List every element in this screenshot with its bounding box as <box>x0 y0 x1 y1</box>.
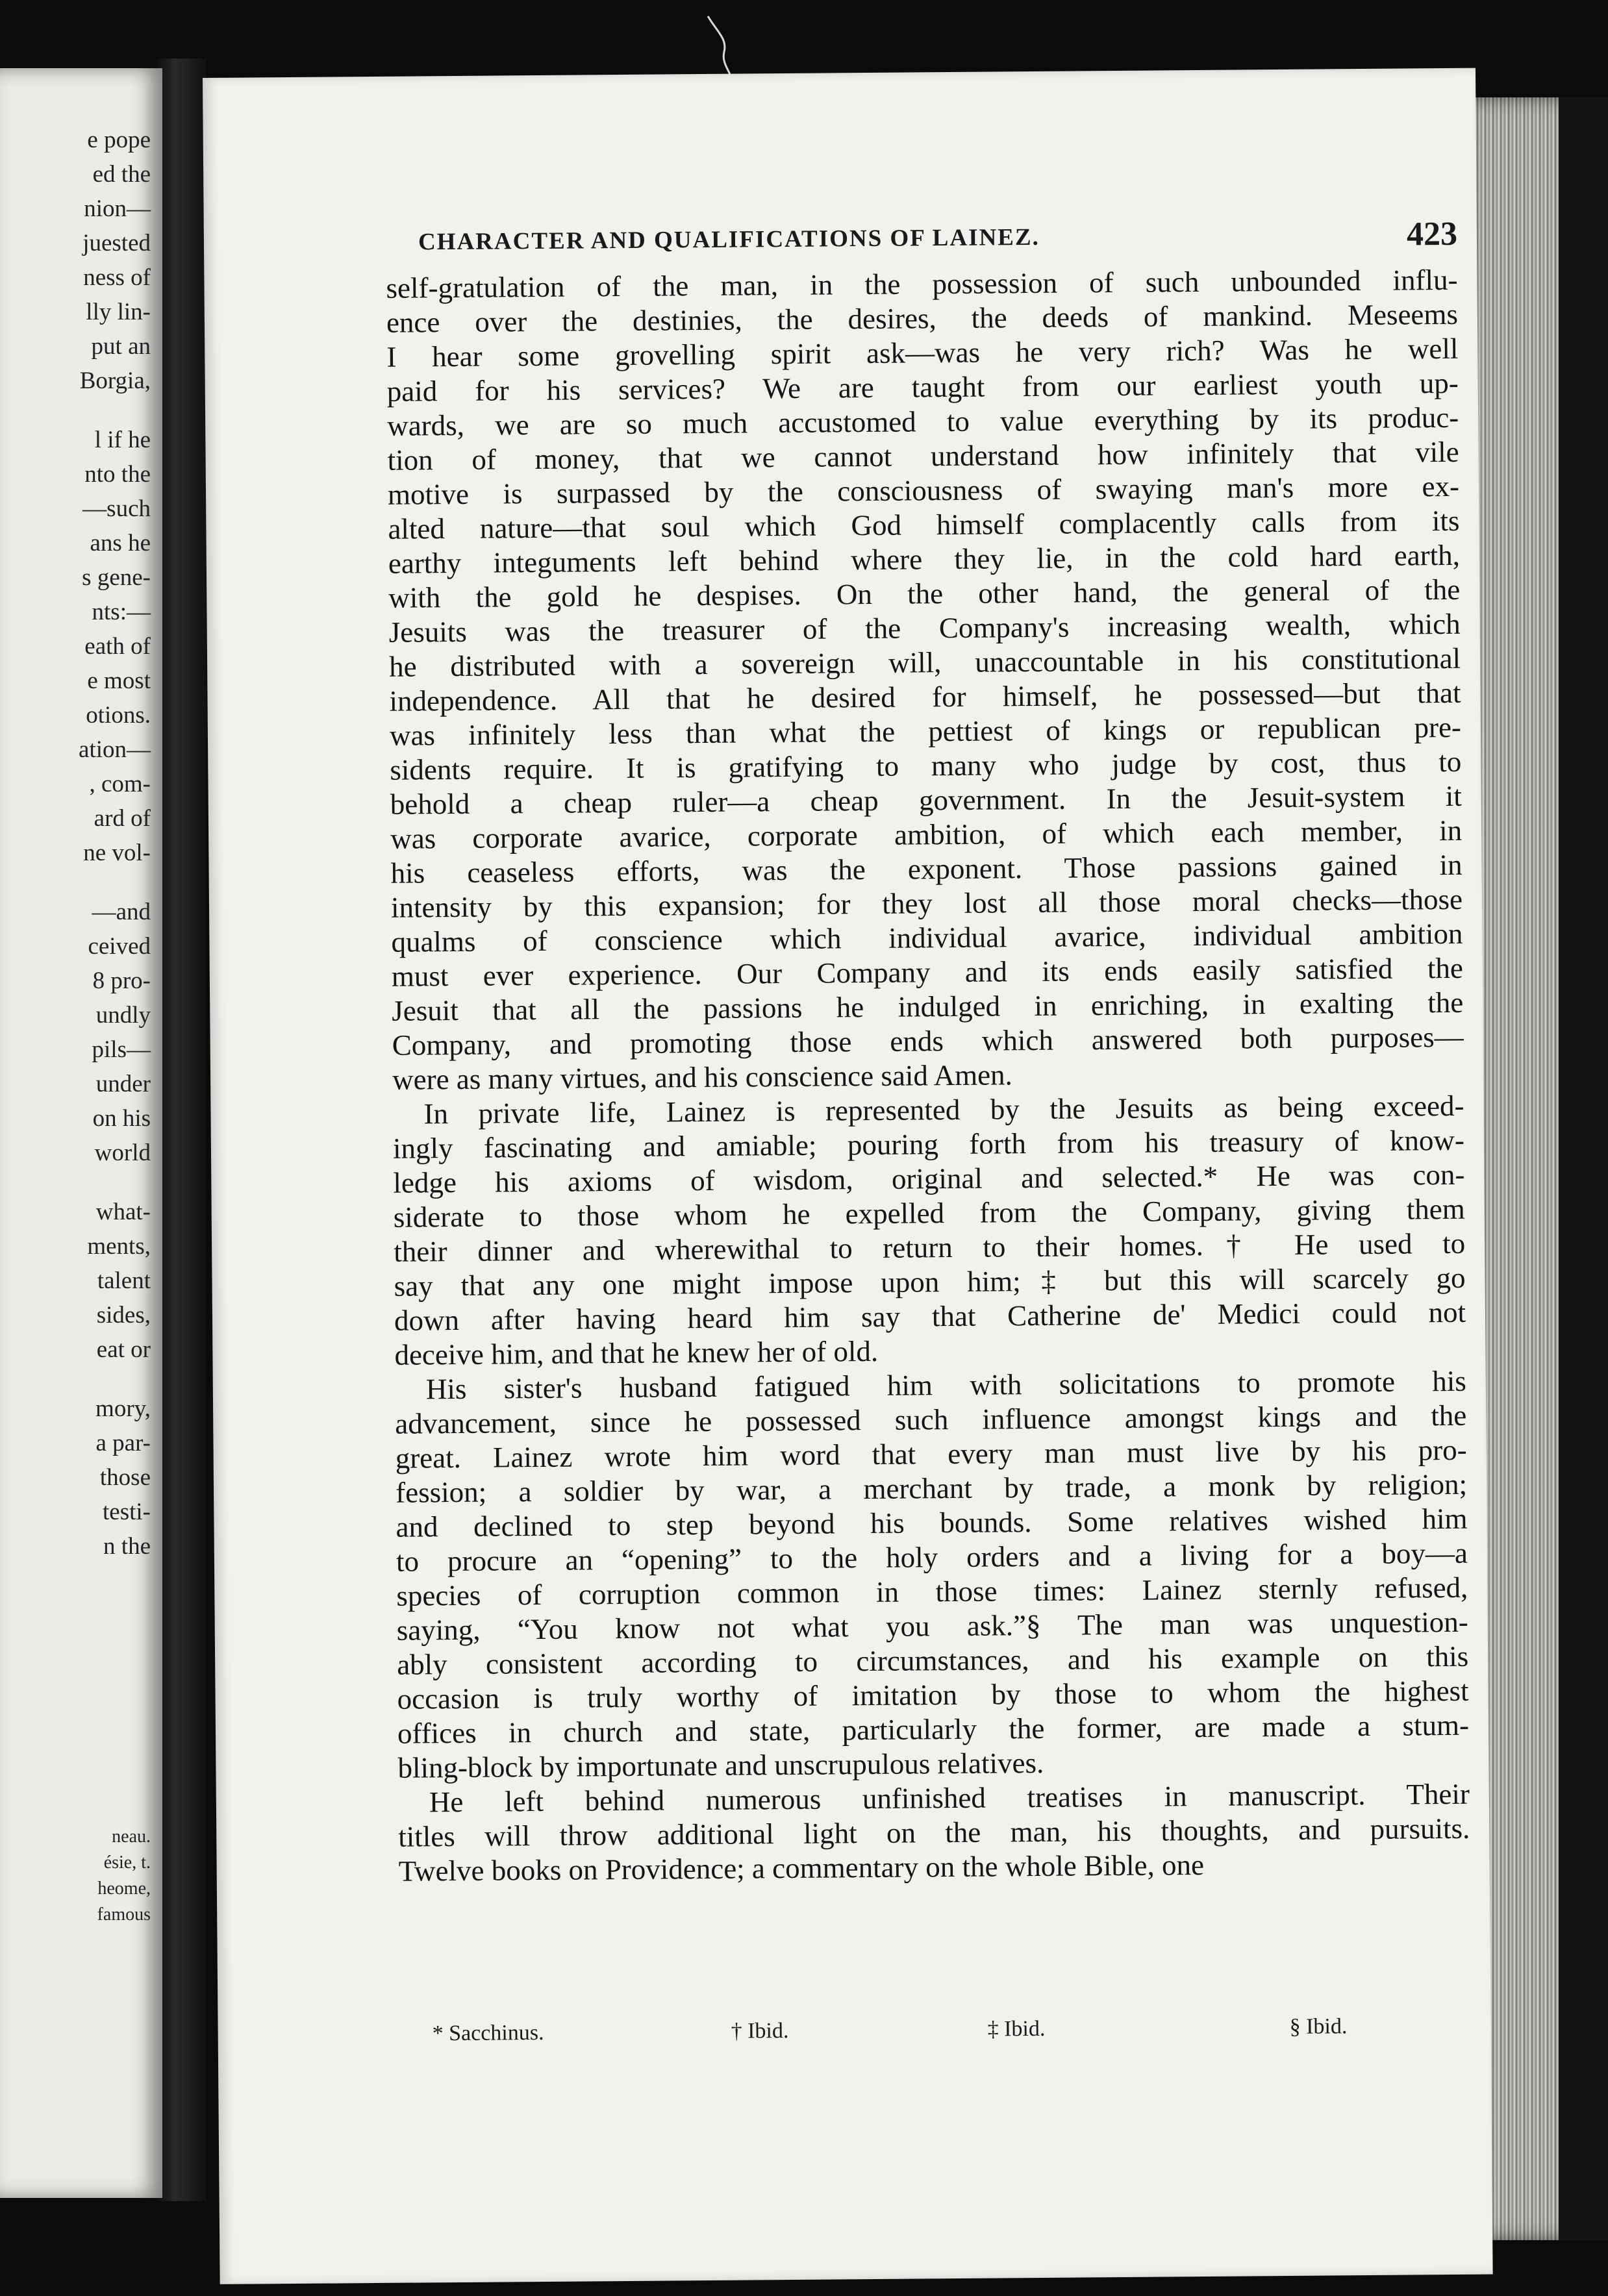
left-page-line: eath of <box>84 633 151 660</box>
text-line: with the gold he despises. On the other hand, the general of the <box>388 573 1461 614</box>
left-facing-page <box>0 68 162 2198</box>
left-page-line: ne vol- <box>83 840 151 866</box>
text-line: ingly fascinating and amiable; pouring forth from his treasury of know- <box>392 1123 1465 1165</box>
left-page-line: ceived <box>88 933 151 960</box>
left-page-line: ed the <box>92 161 151 188</box>
left-page-line: nts:— <box>92 599 151 625</box>
text-line: intensity by this expansion; for they lost all those moral checks—those <box>390 882 1463 924</box>
left-page-line: n the <box>103 1533 151 1560</box>
paragraph <box>395 1364 1470 1786</box>
text-line: he distributed with a sovereign will, unaccountable in his constitutional <box>388 642 1461 683</box>
text-line: say that any one might impose upon him;‡ but this will scarcely go <box>394 1261 1466 1303</box>
left-page-line: ation— <box>79 736 151 763</box>
book-gutter <box>155 58 207 2201</box>
left-page-footnote-line: ésie, t. <box>103 1853 151 1873</box>
text-line: species of corruption common in those times: Lainez sternly refused, <box>396 1571 1468 1612</box>
text-line: I hear some grovelling spirit ask—was he very rich? Was he well <box>386 332 1459 373</box>
text-line: advancement, since he possessed such influence amongst kings and the <box>395 1399 1467 1440</box>
left-page-line: e pope <box>87 127 151 153</box>
text-line: behold a cheap ruler—a cheap government. In the Jesuit-system it <box>390 779 1462 821</box>
left-page-line: eat or <box>96 1336 151 1363</box>
left-page-line: nion— <box>84 195 151 222</box>
left-page-line: s gene- <box>82 564 151 591</box>
left-page-line: ments, <box>87 1233 151 1260</box>
footnote: ‡ Ibid. <box>987 2016 1046 2041</box>
book-page <box>203 68 1493 2284</box>
text-line: He left behind numerous unfinished treatises in manuscript. Their <box>429 1777 1470 1819</box>
left-page-line: what- <box>95 1199 151 1225</box>
left-page-line: mory, <box>95 1395 151 1422</box>
left-page-line: undly <box>95 1002 151 1029</box>
left-page-line: on his <box>92 1105 151 1132</box>
text-line: qualms of conscience which individual avarice, individual ambition <box>391 917 1463 958</box>
text-line: independence. All that he desired for himself, he possessed—but that <box>389 676 1461 718</box>
text-line: occasion is truly worthy of imitation by those to whom the highest <box>397 1674 1469 1716</box>
text-line: self-gratulation of the man, in the possession of such unbounded influ- <box>386 263 1458 305</box>
body-text <box>386 263 1470 1889</box>
text-line: saying, “You know not what you ask.”§ The man was unquestion- <box>396 1605 1468 1647</box>
text-line: motive is surpassed by the consciousness of swaying man's more ex- <box>387 469 1460 511</box>
left-page-line: pils— <box>92 1036 151 1063</box>
scan-background <box>1559 97 1608 2240</box>
text-line: sidents require. It is gratifying to many who judge by cost, thus to <box>390 745 1462 786</box>
text-line: down after having heard him say that Catherine de' Medici could not <box>394 1295 1466 1337</box>
text-line: must ever experience. Our Company and its ends easily satisfied the <box>391 951 1464 993</box>
left-page-line: lly lin- <box>86 299 151 325</box>
text-line: was infinitely less than what the pettiest of kings or republican pre- <box>389 710 1462 752</box>
paragraph <box>398 1777 1470 1889</box>
left-page-line: a par- <box>95 1430 151 1456</box>
left-page-line: —such <box>82 495 151 522</box>
left-page-line: sides, <box>96 1302 151 1329</box>
text-line: offices in church and state, particularly the former, are made a stum- <box>397 1708 1470 1750</box>
text-line: siderate to those whom he expelled from the Company, giving them <box>393 1192 1465 1234</box>
left-page-line: talent <box>97 1267 151 1294</box>
text-line: ence over the destinies, the desires, the deeds of mankind. Meseems <box>386 297 1459 339</box>
text-line: titles will throw additional light on the man, his thoughts, and pursuits. <box>398 1812 1470 1853</box>
text-line: his ceaseless efforts, was the exponent. Those passions gained in <box>390 848 1463 890</box>
left-page-line: under <box>95 1071 151 1097</box>
left-page-footnote-line: heome, <box>97 1878 151 1899</box>
left-page-line: , com- <box>89 771 151 797</box>
footnote: * Sacchinus. <box>432 2020 544 2046</box>
text-line: alted nature—that soul which God himself complacently calls from its <box>388 504 1460 545</box>
text-line: paid for his services? We are taught from our earliest youth up- <box>386 366 1459 408</box>
left-page-line: juested <box>82 230 151 256</box>
text-line: Twelve books on Providence; a commentary on the whole Bible, one <box>398 1848 1205 1888</box>
left-page-line: world <box>94 1140 151 1166</box>
left-page-line: 8 pro- <box>92 967 151 994</box>
left-page-line: testi- <box>103 1499 151 1525</box>
left-page-line: e most <box>87 668 151 694</box>
left-page-line: Borgia, <box>79 368 151 394</box>
text-line: deceive him, and that he knew her of old. <box>394 1334 879 1371</box>
footnote: † Ibid. <box>731 2019 789 2043</box>
running-head <box>418 215 1457 260</box>
text-line: their dinner and wherewithal to return to their homes.† He used to <box>394 1227 1466 1268</box>
text-line: tion of money, that we cannot understand how infinitely that vile <box>387 435 1459 477</box>
page-number: 423 <box>1406 215 1458 253</box>
footnote: § Ibid. <box>1289 2014 1348 2039</box>
left-page-line: ard of <box>94 805 151 832</box>
text-line: His sister's husband fatigued him with solicitations to promote his <box>425 1364 1467 1406</box>
paragraph <box>392 1089 1466 1373</box>
left-page-footnote-line: famous <box>97 1904 151 1925</box>
text-line: Jesuits was the treasurer of the Company's increasing wealth, which <box>388 607 1461 649</box>
text-line: to procure an “opening” to the holy orders and a living for a boy—a <box>396 1536 1468 1578</box>
left-page-line: nto the <box>84 461 151 488</box>
text-line: fession; a soldier by war, a merchant by trade, a monk by religion; <box>395 1467 1468 1509</box>
text-line: In private life, Lainez is represented by the Jesuits as being exceed- <box>423 1089 1464 1130</box>
left-page-line: ness of <box>83 264 151 291</box>
text-line: Company, and promoting those ends which answered both purposes— <box>392 1020 1464 1062</box>
footnotes <box>433 2014 1446 2054</box>
text-line: wards, we are so much accustomed to value everything by its produc- <box>387 401 1459 442</box>
text-line: bling-block by importunate and unscrupulous relatives. <box>397 1746 1044 1784</box>
left-page-line: ans he <box>90 530 151 556</box>
text-line: earthy integuments left behind where they lie, in the cold hard earth, <box>388 538 1461 580</box>
text-line: ledge his axioms of wisdom, original and selected.* He was con- <box>393 1158 1465 1199</box>
left-page-line: l if he <box>94 427 151 453</box>
text-line: and declined to step beyond his bounds. Some relatives wished him <box>396 1502 1468 1543</box>
text-line: ably consistent according to circumstances, and his example on this <box>397 1640 1469 1681</box>
running-title: CHARACTER AND QUALIFICATIONS OF LAINEZ. <box>418 223 1040 256</box>
text-line: Jesuit that all the passions he indulged in enriching, in exalting the <box>392 986 1464 1027</box>
text-line: great. Lainez wrote him word that every man must live by his pro- <box>395 1433 1467 1475</box>
text-line: were as many virtues, and his conscience said Amen. <box>392 1058 1013 1096</box>
text-line: was corporate avarice, corporate ambition, of which each member, in <box>390 814 1463 855</box>
left-page-line: those <box>99 1464 151 1491</box>
paragraph <box>386 263 1464 1097</box>
left-page-line: otions. <box>86 702 151 729</box>
left-page-line: put an <box>91 333 151 360</box>
left-page-footnote-line: neau. <box>112 1827 151 1847</box>
left-page-line: —and <box>92 899 151 925</box>
